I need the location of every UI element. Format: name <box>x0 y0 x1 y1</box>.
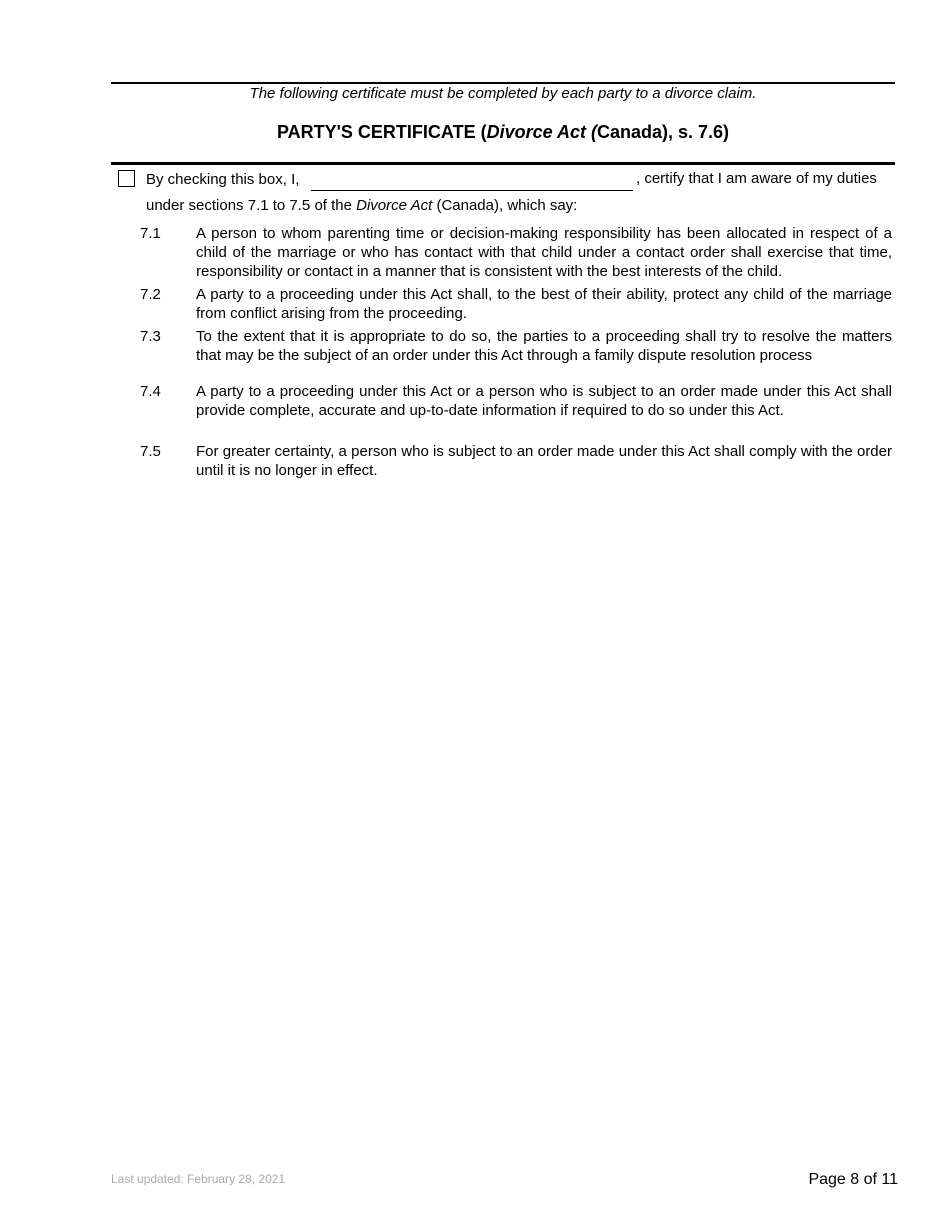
section-number: 7.3 <box>140 328 161 345</box>
section-number: 7.2 <box>140 286 161 303</box>
title-suffix: Canada), s. 7.6) <box>596 122 730 142</box>
certify-label-suffix: , certify that I am aware of my duties <box>636 170 877 187</box>
last-updated: Last updated: February 28, 2021 <box>111 1172 286 1186</box>
intro-text: The following certificate must be completed by each party to a divorce claim. <box>249 85 757 102</box>
page-number: Page 8 of 11 <box>808 1171 898 1188</box>
section-number: 7.1 <box>140 225 161 242</box>
section-number: 7.5 <box>140 443 161 460</box>
certify-label-line2 <box>146 196 577 216</box>
line2-act-name: Divorce Act <box>356 197 433 214</box>
certify-checkbox[interactable] <box>118 170 135 187</box>
section-text: For greater certainty, a person who is subject to an order made under this Act shall comply with the order until it is no longer in effect. <box>196 443 892 479</box>
section-text: A party to a proceeding under this Act or a person who is subject to an order made under this Act shall provide complete, accurate and up-to-date information if required to do so under this Act. <box>196 383 892 419</box>
line2-prefix: under sections 7.1 to 7.5 of the <box>146 197 357 214</box>
section-text: A person to whom parenting time or decision-making responsibility has been allocated in respect of a child of the marriage or who has contact with that child under a contact order shall exercise that time, responsibility or contact in a manner that is consistent with the best interests of the child. <box>196 225 892 280</box>
certify-label-prefix: By checking this box, I, <box>146 171 300 188</box>
title-act-name: Divorce Act ( <box>486 122 597 142</box>
section-number: 7.4 <box>140 383 161 400</box>
party-name-field[interactable] <box>311 168 633 191</box>
title-prefix: PARTY'S CERTIFICATE ( <box>276 122 487 142</box>
page-title <box>111 120 895 144</box>
section-text: To the extent that it is appropriate to do so, the parties to a proceeding shall try to resolve the matters that may be the subject of an order under this Act through a family dispute resolution process <box>196 328 892 364</box>
line2-suffix: (Canada), which say: <box>432 197 578 214</box>
section-text: A party to a proceeding under this Act shall, to the best of their ability, protect any child of the marriage from conflict arising from the proceeding. <box>196 286 892 322</box>
title-rule <box>111 162 895 165</box>
